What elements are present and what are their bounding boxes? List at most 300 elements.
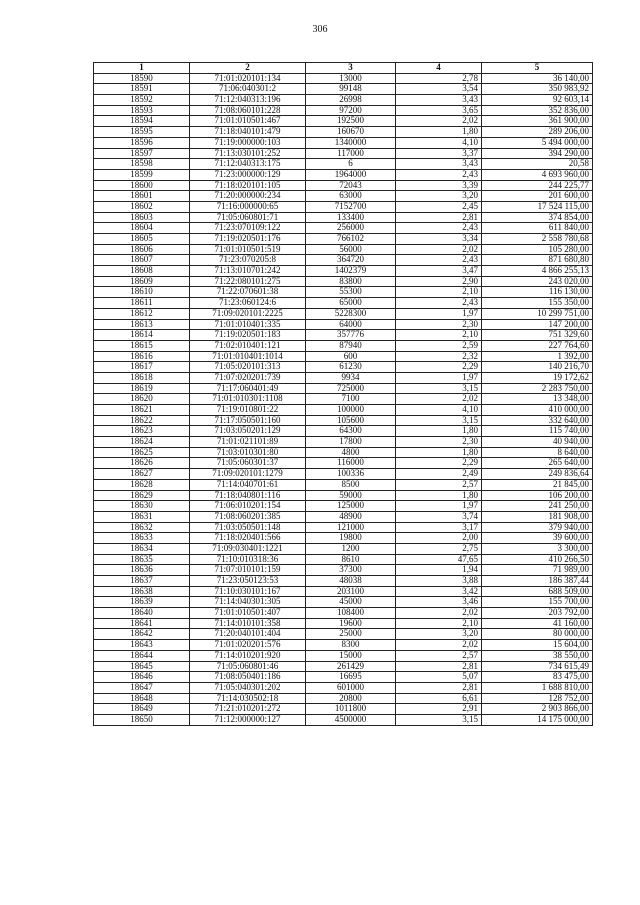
- table-cell-col-1: 18648: [94, 693, 190, 704]
- table-cell-col-4: 2,43: [396, 223, 482, 234]
- table-row: [94, 95, 593, 106]
- table-cell-col-1: 18612: [94, 308, 190, 319]
- table-cell-col-3: 116000: [306, 458, 396, 469]
- table-cell-col-4: 2,43: [396, 298, 482, 309]
- table-cell-col-4: 1,80: [396, 447, 482, 458]
- table-cell-col-3: 1964000: [306, 169, 396, 180]
- table-cell-col-2: 71:12:040313:175: [190, 159, 306, 170]
- table-cell-col-4: 2,02: [396, 244, 482, 255]
- table-cell-col-5: 80 000,00: [482, 629, 593, 640]
- table-row: [94, 266, 593, 277]
- table-cell-col-1: 18635: [94, 554, 190, 565]
- table-row: [94, 704, 593, 715]
- table-cell-col-5: 83 475,00: [482, 672, 593, 683]
- table-row: [94, 223, 593, 234]
- table-cell-col-4: 2,10: [396, 618, 482, 629]
- table-cell-col-1: 18626: [94, 458, 190, 469]
- table-cell-col-2: 71:18:040801:116: [190, 490, 306, 501]
- table-cell-col-1: 18613: [94, 319, 190, 330]
- table-cell-col-5: 147 200,00: [482, 319, 593, 330]
- table-cell-col-1: 18610: [94, 287, 190, 298]
- table-cell-col-2: 71:01:010501:467: [190, 116, 306, 127]
- table-row: [94, 405, 593, 416]
- table-cell-col-5: 5 494 000,00: [482, 137, 593, 148]
- table-cell-col-1: 18625: [94, 447, 190, 458]
- table-cell-col-3: 25000: [306, 629, 396, 640]
- table-row: [94, 340, 593, 351]
- table-cell-col-3: 83800: [306, 276, 396, 287]
- table-cell-col-2: 71:08:060101:228: [190, 105, 306, 116]
- table-cell-col-4: 3,20: [396, 191, 482, 202]
- table-cell-col-5: 265 640,00: [482, 458, 593, 469]
- table-cell-col-3: 1200: [306, 543, 396, 554]
- table-cell-col-1: 18597: [94, 148, 190, 159]
- table-cell-col-4: 2,57: [396, 479, 482, 490]
- table-cell-col-1: 18646: [94, 672, 190, 683]
- table-cell-col-1: 18606: [94, 244, 190, 255]
- table-cell-col-5: 20,58: [482, 159, 593, 170]
- table-cell-col-1: 18614: [94, 330, 190, 341]
- table-cell-col-2: 71:12:000000:127: [190, 714, 306, 725]
- table-cell-col-3: 261429: [306, 661, 396, 672]
- table-cell-col-3: 37300: [306, 565, 396, 576]
- table-cell-col-3: 99148: [306, 84, 396, 95]
- table-cell-col-3: 56000: [306, 244, 396, 255]
- table-cell-col-4: 1,97: [396, 501, 482, 512]
- table-cell-col-4: 2,32: [396, 351, 482, 362]
- table-row: [94, 287, 593, 298]
- table-cell-col-2: 71:12:040313:196: [190, 95, 306, 106]
- table-cell-col-2: 71:09:020101:1279: [190, 469, 306, 480]
- table-cell-col-2: 71:06:010201:154: [190, 501, 306, 512]
- table-cell-col-3: 121000: [306, 522, 396, 533]
- table-cell-col-1: 18599: [94, 169, 190, 180]
- table-cell-col-2: 71:09:020101:2225: [190, 308, 306, 319]
- table-cell-col-5: 1 688 810,00: [482, 682, 593, 693]
- table-cell-col-4: 3,37: [396, 148, 482, 159]
- table-cell-col-3: 7152700: [306, 201, 396, 212]
- cadastral-value-table: [93, 62, 593, 726]
- table-cell-col-4: 3,74: [396, 511, 482, 522]
- table-cell-col-3: 256000: [306, 223, 396, 234]
- table-cell-col-3: 364720: [306, 255, 396, 266]
- table-cell-col-2: 71:14:040301:305: [190, 597, 306, 608]
- table-cell-col-2: 71:07:020201:739: [190, 372, 306, 383]
- table-cell-col-5: 2 903 866,00: [482, 704, 593, 715]
- table-row: [94, 522, 593, 533]
- table-cell-col-2: 71:18:020401:566: [190, 533, 306, 544]
- table-cell-col-1: 18628: [94, 479, 190, 490]
- table-cell-col-4: 5,07: [396, 672, 482, 683]
- table-cell-col-1: 18595: [94, 127, 190, 138]
- table-cell-col-2: 71:14:010101:358: [190, 618, 306, 629]
- table-cell-col-4: 3,47: [396, 266, 482, 277]
- table-cell-col-2: 71:22:080101:275: [190, 276, 306, 287]
- table-cell-col-5: 394 290,00: [482, 148, 593, 159]
- table-row: [94, 255, 593, 266]
- table-cell-col-5: 410 266,50: [482, 554, 593, 565]
- table-cell-col-5: 186 387,44: [482, 576, 593, 587]
- table-cell-col-1: 18642: [94, 629, 190, 640]
- table-cell-col-1: 18630: [94, 501, 190, 512]
- table-cell-col-2: 71:01:021101:89: [190, 437, 306, 448]
- table-row: [94, 586, 593, 597]
- table-cell-col-3: 5228300: [306, 308, 396, 319]
- table-row: [94, 362, 593, 373]
- table-row: [94, 629, 593, 640]
- table-cell-col-4: 1,97: [396, 372, 482, 383]
- table-cell-col-5: 38 550,00: [482, 650, 593, 661]
- table-row: [94, 458, 593, 469]
- table-cell-col-1: 18638: [94, 586, 190, 597]
- table-row: [94, 244, 593, 255]
- table-cell-col-4: 1,94: [396, 565, 482, 576]
- table-cell-col-5: 332 640,00: [482, 415, 593, 426]
- table-row: [94, 533, 593, 544]
- table-cell-col-3: 8610: [306, 554, 396, 565]
- table-cell-col-1: 18603: [94, 212, 190, 223]
- table-row: [94, 672, 593, 683]
- table-cell-col-5: 1 392,00: [482, 351, 593, 362]
- table-cell-col-5: 249 836,64: [482, 469, 593, 480]
- table-cell-col-1: 18621: [94, 405, 190, 416]
- table-cell-col-1: 18650: [94, 714, 190, 725]
- table-cell-col-2: 71:01:010501:519: [190, 244, 306, 255]
- table-cell-col-1: 18645: [94, 661, 190, 672]
- table-cell-col-1: 18618: [94, 372, 190, 383]
- table-cell-col-3: 87940: [306, 340, 396, 351]
- table-cell-col-3: 64300: [306, 426, 396, 437]
- table-cell-col-4: 2,02: [396, 394, 482, 405]
- table-cell-col-2: 71:13:010701:242: [190, 266, 306, 277]
- table-row: [94, 191, 593, 202]
- table-cell-col-3: 64000: [306, 319, 396, 330]
- table-cell-col-5: 350 983,92: [482, 84, 593, 95]
- table-cell-col-5: 181 908,00: [482, 511, 593, 522]
- table-cell-col-3: 100000: [306, 405, 396, 416]
- table-cell-col-2: 71:19:000000:103: [190, 137, 306, 148]
- table-cell-col-5: 289 206,00: [482, 127, 593, 138]
- table-cell-col-4: 2,43: [396, 255, 482, 266]
- table-row: [94, 105, 593, 116]
- table-cell-col-2: 71:08:060201:385: [190, 511, 306, 522]
- table-cell-col-5: 71 989,00: [482, 565, 593, 576]
- table-cell-col-2: 71:19:010801:22: [190, 405, 306, 416]
- table-cell-col-5: 4 866 255,13: [482, 266, 593, 277]
- table-cell-col-1: 18622: [94, 415, 190, 426]
- table-cell-col-4: 47,65: [396, 554, 482, 565]
- table-row: [94, 608, 593, 619]
- table-cell-col-4: 3,43: [396, 159, 482, 170]
- table-cell-col-1: 18609: [94, 276, 190, 287]
- table-cell-col-1: 18593: [94, 105, 190, 116]
- table-row: [94, 426, 593, 437]
- table-cell-col-3: 55300: [306, 287, 396, 298]
- table-cell-col-4: 2,81: [396, 682, 482, 693]
- table-cell-col-3: 766102: [306, 234, 396, 245]
- table-cell-col-4: 2,57: [396, 650, 482, 661]
- table-cell-col-3: 100336: [306, 469, 396, 480]
- table-row: [94, 298, 593, 309]
- table-cell-col-3: 97200: [306, 105, 396, 116]
- table-cell-col-4: 2,78: [396, 73, 482, 84]
- table-row: [94, 234, 593, 245]
- table-cell-col-1: 18629: [94, 490, 190, 501]
- table-cell-col-4: 2,02: [396, 116, 482, 127]
- table-cell-col-5: 227 764,60: [482, 340, 593, 351]
- table-cell-col-3: 6: [306, 159, 396, 170]
- table-row: [94, 137, 593, 148]
- table-cell-col-1: 18627: [94, 469, 190, 480]
- table-cell-col-2: 71:01:010301:1108: [190, 394, 306, 405]
- table-header-row: [94, 63, 593, 74]
- table-row: [94, 640, 593, 651]
- table-cell-col-4: 3,46: [396, 597, 482, 608]
- table-cell-col-5: 611 840,00: [482, 223, 593, 234]
- table-cell-col-3: 59000: [306, 490, 396, 501]
- table-row: [94, 116, 593, 127]
- table-cell-col-2: 71:21:010201:272: [190, 704, 306, 715]
- table-cell-col-5: 140 216,70: [482, 362, 593, 373]
- table-cell-col-2: 71:17:050501:160: [190, 415, 306, 426]
- table-cell-col-3: 45000: [306, 597, 396, 608]
- table-cell-col-3: 125000: [306, 501, 396, 512]
- table-cell-col-5: 14 175 000,00: [482, 714, 593, 725]
- table-cell-col-1: 18604: [94, 223, 190, 234]
- table-cell-col-2: 71:19:020501:176: [190, 234, 306, 245]
- table-cell-col-4: 3,15: [396, 383, 482, 394]
- table-cell-col-2: 71:22:070601:38: [190, 287, 306, 298]
- table-cell-col-4: 2,02: [396, 640, 482, 651]
- table-cell-col-1: 18623: [94, 426, 190, 437]
- table-cell-col-3: 61230: [306, 362, 396, 373]
- table-cell-col-3: 600: [306, 351, 396, 362]
- table-cell-col-2: 71:01:020101:134: [190, 73, 306, 84]
- table-cell-col-1: 18643: [94, 640, 190, 651]
- table-row: [94, 383, 593, 394]
- table-cell-col-1: 18601: [94, 191, 190, 202]
- table-cell-col-3: 4800: [306, 447, 396, 458]
- table-row: [94, 276, 593, 287]
- table-cell-col-3: 48900: [306, 511, 396, 522]
- table-cell-col-3: 19600: [306, 618, 396, 629]
- table-cell-col-1: 18608: [94, 266, 190, 277]
- table-cell-col-4: 2,02: [396, 608, 482, 619]
- table-cell-col-1: 18620: [94, 394, 190, 405]
- table-cell-col-2: 71:14:030502:18: [190, 693, 306, 704]
- table-cell-col-1: 18644: [94, 650, 190, 661]
- table-row: [94, 447, 593, 458]
- table-row: [94, 73, 593, 84]
- table-cell-col-4: 2,81: [396, 661, 482, 672]
- table-row: [94, 469, 593, 480]
- table-cell-col-1: 18633: [94, 533, 190, 544]
- table-cell-col-5: 128 752,00: [482, 693, 593, 704]
- table-cell-col-1: 18647: [94, 682, 190, 693]
- table-cell-col-4: 4,10: [396, 137, 482, 148]
- table-cell-col-1: 18632: [94, 522, 190, 533]
- table-cell-col-4: 2,91: [396, 704, 482, 715]
- table-cell-col-5: 8 640,00: [482, 447, 593, 458]
- table-cell-col-2: 71:23:050123:53: [190, 576, 306, 587]
- table-cell-col-4: 1,97: [396, 308, 482, 319]
- table-cell-col-3: 725000: [306, 383, 396, 394]
- table-cell-col-5: 243 020,00: [482, 276, 593, 287]
- table-cell-col-3: 160670: [306, 127, 396, 138]
- table-cell-col-4: 2,30: [396, 319, 482, 330]
- table-cell-col-2: 71:05:060801:46: [190, 661, 306, 672]
- table-row: [94, 415, 593, 426]
- table-cell-col-1: 18611: [94, 298, 190, 309]
- table-cell-col-2: 71:03:050501:148: [190, 522, 306, 533]
- table-cell-col-3: 48038: [306, 576, 396, 587]
- table-cell-col-4: 3,88: [396, 576, 482, 587]
- table-cell-col-3: 15000: [306, 650, 396, 661]
- table-cell-col-2: 71:01:010501:407: [190, 608, 306, 619]
- table-cell-col-2: 71:23:070109:122: [190, 223, 306, 234]
- table-cell-col-4: 3,15: [396, 714, 482, 725]
- table-row: [94, 650, 593, 661]
- table-row: [94, 372, 593, 383]
- table-cell-col-5: 410 000,00: [482, 405, 593, 416]
- table-row: [94, 127, 593, 138]
- table-row: [94, 308, 593, 319]
- table-cell-col-5: 15 604,00: [482, 640, 593, 651]
- table-cell-col-5: 2 283 750,00: [482, 383, 593, 394]
- table-cell-col-4: 2,43: [396, 169, 482, 180]
- table-cell-col-1: 18639: [94, 597, 190, 608]
- table-cell-col-1: 18640: [94, 608, 190, 619]
- table-cell-col-4: 1,80: [396, 426, 482, 437]
- table-cell-col-1: 18591: [94, 84, 190, 95]
- table-cell-col-5: 374 854,00: [482, 212, 593, 223]
- table-row: [94, 565, 593, 576]
- table-cell-col-4: 2,45: [396, 201, 482, 212]
- table-cell-col-3: 8300: [306, 640, 396, 651]
- table-cell-col-4: 3,15: [396, 415, 482, 426]
- table-cell-col-2: 71:10:010318:36: [190, 554, 306, 565]
- table-cell-col-2: 71:08:050401:186: [190, 672, 306, 683]
- table-cell-col-3: 13000: [306, 73, 396, 84]
- table-cell-col-2: 71:01:020201:576: [190, 640, 306, 651]
- table-cell-col-3: 133400: [306, 212, 396, 223]
- table-cell-col-1: 18641: [94, 618, 190, 629]
- table-cell-col-2: 71:09:030401:1221: [190, 543, 306, 554]
- table-cell-col-2: 71:18:040101:479: [190, 127, 306, 138]
- table-cell-col-1: 18592: [94, 95, 190, 106]
- table-row: [94, 169, 593, 180]
- table-cell-col-2: 71:01:010401:1014: [190, 351, 306, 362]
- table-cell-col-3: 9934: [306, 372, 396, 383]
- table-cell-col-5: 17 524 115,00: [482, 201, 593, 212]
- table-cell-col-5: 105 280,00: [482, 244, 593, 255]
- table-cell-col-3: 20800: [306, 693, 396, 704]
- table-row: [94, 618, 593, 629]
- table-cell-col-2: 71:10:030101:167: [190, 586, 306, 597]
- table-cell-col-3: 8500: [306, 479, 396, 490]
- table-cell-col-1: 18637: [94, 576, 190, 587]
- table-cell-col-3: 357776: [306, 330, 396, 341]
- table-cell-col-5: 201 600,00: [482, 191, 593, 202]
- table-cell-col-5: 155 350,00: [482, 298, 593, 309]
- table-cell-col-4: 3,34: [396, 234, 482, 245]
- table-cell-col-4: 3,39: [396, 180, 482, 191]
- column-header-4: 4: [396, 63, 482, 74]
- table-cell-col-4: 2,81: [396, 212, 482, 223]
- table-cell-col-5: 751 329,60: [482, 330, 593, 341]
- table-cell-col-2: 71:14:040701:61: [190, 479, 306, 490]
- table-cell-col-4: 2,75: [396, 543, 482, 554]
- table-cell-col-2: 71:16:000000:65: [190, 201, 306, 212]
- table-cell-col-1: 18634: [94, 543, 190, 554]
- table-cell-col-4: 3,42: [396, 586, 482, 597]
- table-cell-col-3: 1340000: [306, 137, 396, 148]
- table-cell-col-3: 17800: [306, 437, 396, 448]
- table-row: [94, 511, 593, 522]
- table-cell-col-2: 71:20:040101:404: [190, 629, 306, 640]
- table-cell-col-5: 4 693 960,00: [482, 169, 593, 180]
- table-cell-col-5: 21 845,00: [482, 479, 593, 490]
- table-cell-col-3: 192500: [306, 116, 396, 127]
- table-cell-col-4: 6,61: [396, 693, 482, 704]
- table-cell-col-4: 2,59: [396, 340, 482, 351]
- table-row: [94, 394, 593, 405]
- table-cell-col-5: 361 900,00: [482, 116, 593, 127]
- table-cell-col-5: 734 615,49: [482, 661, 593, 672]
- table-cell-col-5: 40 940,00: [482, 437, 593, 448]
- table-cell-col-2: 71:13:030101:252: [190, 148, 306, 159]
- table-cell-col-5: 244 225,77: [482, 180, 593, 191]
- table-cell-col-2: 71:23:070205:8: [190, 255, 306, 266]
- table-cell-col-5: 39 600,00: [482, 533, 593, 544]
- column-header-5: 5: [482, 63, 593, 74]
- table-cell-col-2: 71:03:050201:129: [190, 426, 306, 437]
- table-body: [94, 73, 593, 725]
- table-cell-col-3: 117000: [306, 148, 396, 159]
- table-cell-col-4: 2,29: [396, 458, 482, 469]
- table-cell-col-4: 4,10: [396, 405, 482, 416]
- table-cell-col-2: 71:05:020101:313: [190, 362, 306, 373]
- table-row: [94, 597, 593, 608]
- table-cell-col-4: 2,29: [396, 362, 482, 373]
- table-cell-col-3: 26998: [306, 95, 396, 106]
- table-cell-col-5: 13 348,00: [482, 394, 593, 405]
- table-cell-col-2: 71:20:000000:234: [190, 191, 306, 202]
- table-row: [94, 576, 593, 587]
- table-cell-col-3: 63000: [306, 191, 396, 202]
- table-cell-col-4: 1,80: [396, 490, 482, 501]
- table-row: [94, 319, 593, 330]
- table-row: [94, 693, 593, 704]
- table-cell-col-2: 71:23:060124:6: [190, 298, 306, 309]
- table-row: [94, 661, 593, 672]
- table-cell-col-3: 16695: [306, 672, 396, 683]
- table-cell-col-4: 2,10: [396, 287, 482, 298]
- table-cell-col-5: 3 300,00: [482, 543, 593, 554]
- table-cell-col-5: 36 140,00: [482, 73, 593, 84]
- column-header-2: 2: [190, 63, 306, 74]
- table-cell-col-2: 71:05:040301:202: [190, 682, 306, 693]
- table-cell-col-2: 71:01:010401:335: [190, 319, 306, 330]
- table-cell-col-2: 71:23:000000:129: [190, 169, 306, 180]
- table-cell-col-3: 601000: [306, 682, 396, 693]
- table-cell-col-2: 71:02:010401:121: [190, 340, 306, 351]
- table-cell-col-5: 106 200,00: [482, 490, 593, 501]
- table-row: [94, 554, 593, 565]
- table-cell-col-3: 108400: [306, 608, 396, 619]
- table-cell-col-5: 203 792,00: [482, 608, 593, 619]
- table-cell-col-4: 3,54: [396, 84, 482, 95]
